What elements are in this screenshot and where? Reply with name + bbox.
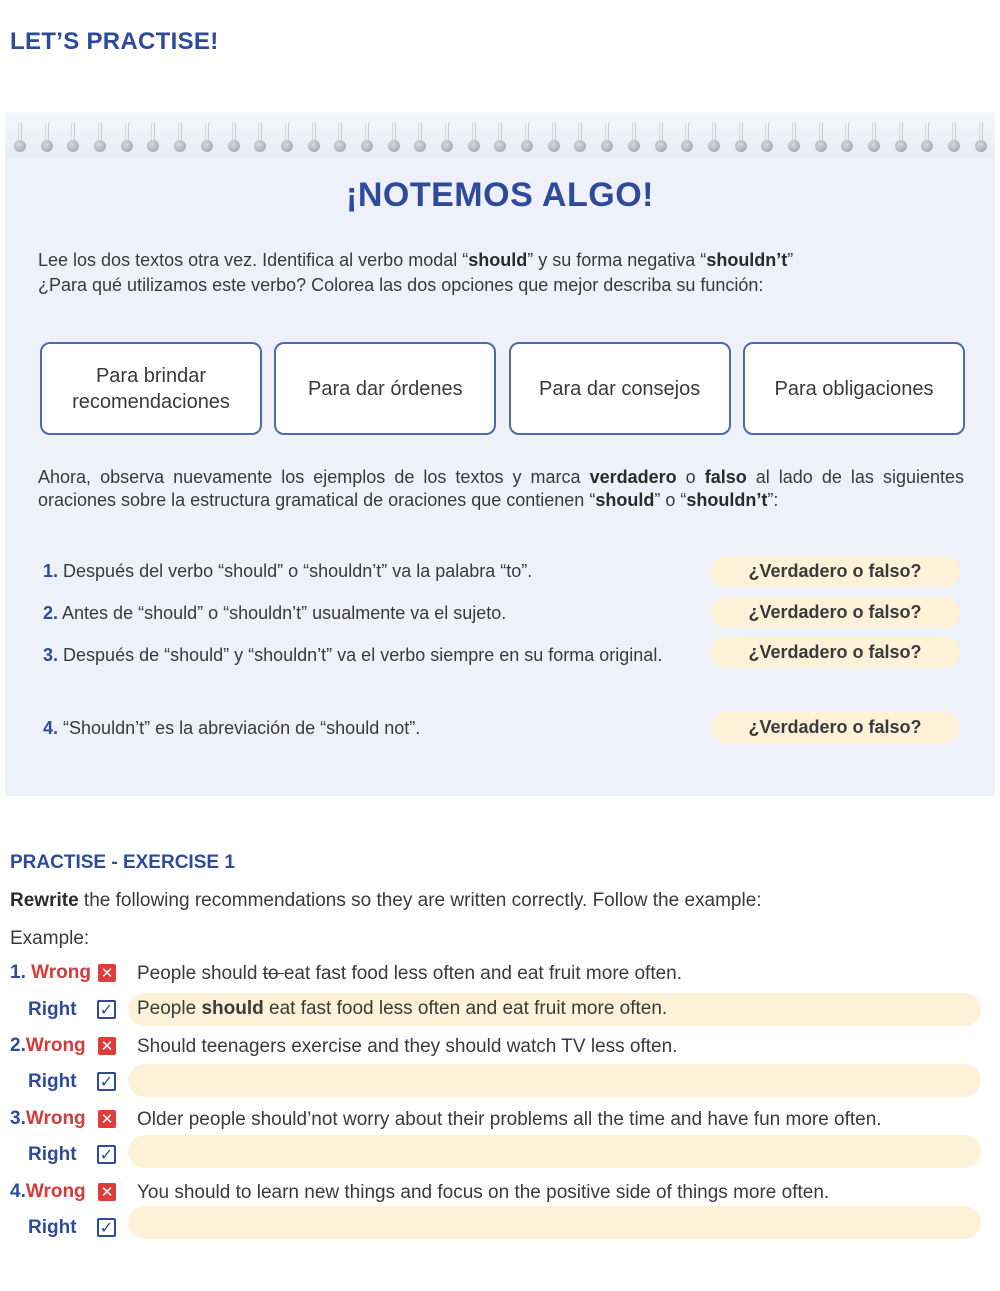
spiral-ring: [307, 122, 321, 156]
spiral-ring: [40, 122, 54, 156]
function-options: [40, 342, 965, 435]
true-false-select-2[interactable]: ¿Verdadero o falso?: [710, 597, 960, 628]
spiral-ring: [93, 122, 107, 156]
notebook-panel: [5, 112, 995, 796]
spiral-ring: [173, 122, 187, 156]
spiral-ring: [387, 122, 401, 156]
spiral-ring: [120, 122, 134, 156]
answer-field-3[interactable]: [128, 1135, 981, 1168]
statement-3: 3. Después de “should” y “shouldn’t” va el verbo siempre en su forma original.: [43, 645, 663, 665]
checkbox-icon: ✓: [97, 1072, 116, 1091]
true-false-select-4[interactable]: ¿Verdadero o falso?: [710, 712, 960, 743]
intro-text: Lee los dos textos otra vez. Identifica al verbo modal “should” y su forma negativa “shouldn’t” ¿Para qué utilizamos este verbo? Colorea las dos opciones que mejor describa su función:: [38, 250, 794, 295]
true-false-select-1[interactable]: ¿Verdadero o falso?: [710, 556, 960, 587]
spiral-ring: [920, 122, 934, 156]
exercise-heading: PRACTISE - EXERCISE 1: [10, 852, 235, 873]
spiral-ring: [333, 122, 347, 156]
checkbox-icon: ✓: [97, 1218, 116, 1237]
answer-field-4[interactable]: [128, 1206, 981, 1239]
spiral-ring: [654, 122, 668, 156]
statement-2: 2. Antes de “should” o “shouldn’t” usualmente va el sujeto.: [43, 603, 507, 623]
option-recomendaciones[interactable]: Para brindar recomendaciones: [40, 342, 262, 435]
right-label-1: Right: [28, 999, 77, 1020]
wrong-label-3: 3.Wrong: [10, 1108, 86, 1129]
spiral-ring: [413, 122, 427, 156]
spiral-ring: [947, 122, 961, 156]
x-box-icon: ✕: [98, 1110, 116, 1128]
example-label: Example:: [10, 928, 90, 949]
wrong-label-2: 2.Wrong: [10, 1035, 86, 1056]
answer-field-1: [128, 993, 981, 1026]
spiral-ring: [253, 122, 267, 156]
right-label-3: Right: [28, 1144, 77, 1165]
statement-4: 4. “Shouldn’t” es la abreviación de “should not”.: [43, 718, 421, 738]
spiral-ring: [974, 122, 988, 156]
checkbox-icon: ✓: [97, 1145, 116, 1164]
statement-1: 1. Después del verbo “should” o “shouldn’t” va la palabra “to”.: [43, 561, 533, 581]
spiral-binding: [5, 112, 995, 158]
wrong-label-4: 4.Wrong: [10, 1181, 86, 1202]
option-consejos[interactable]: Para dar consejos: [509, 342, 731, 435]
wrong-sentence-4: You should to learn new things and focus on the positive side of things more often.: [137, 1182, 830, 1203]
spiral-ring: [760, 122, 774, 156]
spiral-ring: [867, 122, 881, 156]
wrong-sentence-3: Older people should’not worry about their problems all the time and have fun more often.: [137, 1109, 882, 1130]
spiral-ring: [146, 122, 160, 156]
spiral-ring: [814, 122, 828, 156]
right-label-2: Right: [28, 1071, 77, 1092]
spiral-ring: [707, 122, 721, 156]
exercise-instructions: Rewrite the following recommendations so they are written correctly. Follow the example:: [10, 890, 762, 911]
true-false-select-3[interactable]: ¿Verdadero o falso?: [710, 637, 960, 668]
spiral-ring: [360, 122, 374, 156]
x-box-icon: ✕: [98, 964, 116, 982]
example-answer: People should eat fast food less often and eat fruit more often.: [137, 998, 668, 1019]
x-box-icon: ✕: [98, 1037, 116, 1055]
spiral-ring: [573, 122, 587, 156]
spiral-ring: [520, 122, 534, 156]
spiral-rings: [13, 122, 988, 156]
spiral-ring: [467, 122, 481, 156]
spiral-ring: [787, 122, 801, 156]
answer-field-2[interactable]: [128, 1064, 981, 1097]
spiral-ring: [547, 122, 561, 156]
spiral-ring: [894, 122, 908, 156]
spiral-ring: [734, 122, 748, 156]
spiral-ring: [493, 122, 507, 156]
x-box-icon: ✕: [98, 1183, 116, 1201]
spiral-ring: [840, 122, 854, 156]
option-ordenes[interactable]: Para dar órdenes: [274, 342, 496, 435]
spiral-ring: [13, 122, 27, 156]
page-title: LET’S PRACTISE!: [10, 28, 219, 55]
spiral-ring: [600, 122, 614, 156]
spiral-ring: [627, 122, 641, 156]
checkbox-icon: ✓: [97, 1000, 116, 1019]
spiral-ring: [200, 122, 214, 156]
wrong-sentence-1: People should to eat fast food less often and eat fruit more often.: [137, 963, 683, 984]
spiral-ring: [66, 122, 80, 156]
option-obligaciones[interactable]: Para obligaciones: [743, 342, 965, 435]
right-label-4: Right: [28, 1217, 77, 1238]
wrong-sentence-2: Should teenagers exercise and they should watch TV less often.: [137, 1036, 678, 1057]
wrong-label-1: 1. Wrong: [10, 962, 91, 983]
spiral-ring: [227, 122, 241, 156]
true-false-instructions: Ahora, observa nuevamente los ejemplos de los textos y marca verdadero o falso al lado de las siguientes oraciones sobre la estructura gramatical de oraciones que contienen “should” o “shouldn’t”:: [38, 467, 965, 510]
notice-title: ¡NOTEMOS ALGO!: [346, 176, 654, 214]
spiral-ring: [280, 122, 294, 156]
spiral-ring: [680, 122, 694, 156]
spiral-ring: [440, 122, 454, 156]
